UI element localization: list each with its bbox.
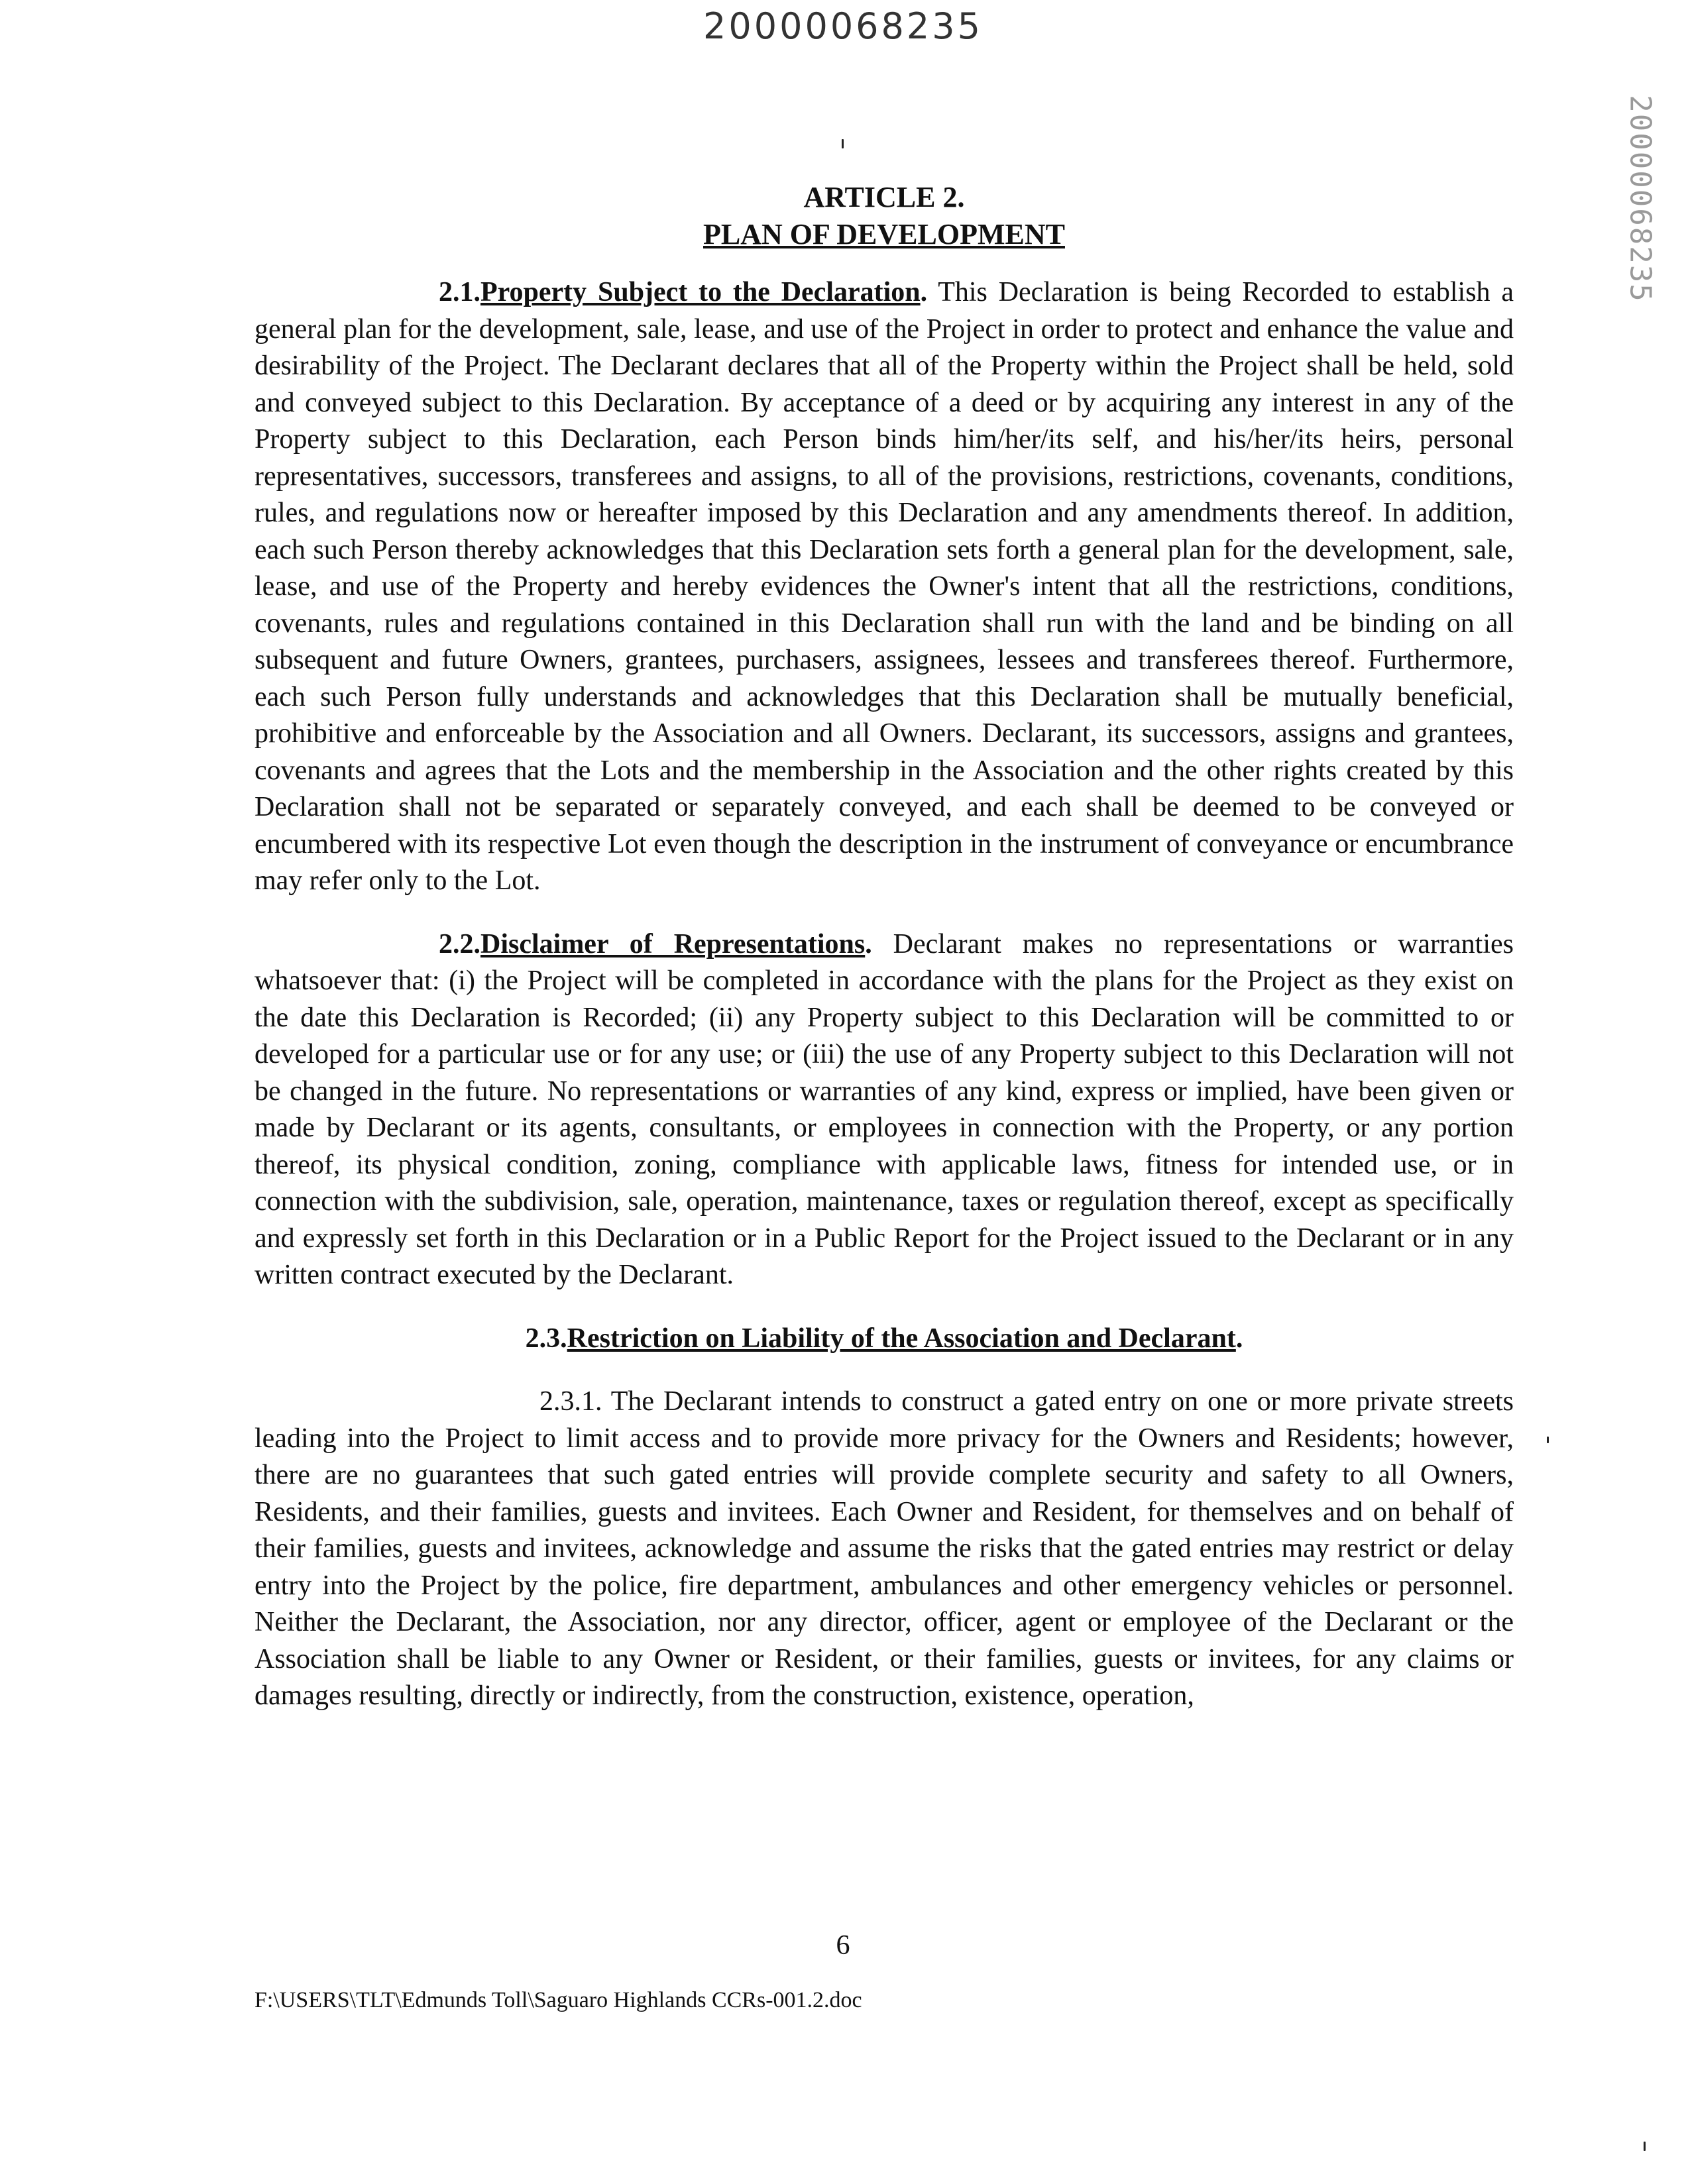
section-text: Declarant makes no representations or warranties whatsoever that: (i) the Project will be completed in accordance with the plans for the Project as they exist on the date this Declaration is Recorded; (ii) any Property subject to this Declaration will be committed to or developed for a particular use or for any use; or (iii) the use of any Property subject to this Declaration will not be changed in the future. No representations or warranties of any kind, express or implied, have been given or made by Declarant or its agents, consultants, or employees in connection with the Property, or any portion thereof, its physical condition, zoning, compliance with applicable laws, fitness for intended use, or in connection with the subdivision, sale, operation, maintenance, taxes or regulation thereof, except as specifically and expressly set forth in this Declaration or in a Public Report for the Project issued to the Declarant or in any written contract executed by the Declarant. [254, 928, 1514, 1290]
recording-number: 20000068235 [703, 5, 983, 47]
section-title-period: . [920, 277, 928, 307]
section-2-3 [254, 1321, 1514, 1358]
article-number: ARTICLE 2. [803, 181, 965, 213]
section-title: Disclaimer of Representations [480, 928, 866, 959]
scan-speck [1644, 2142, 1646, 2151]
subsection-text: The Declarant intends to construct a gated entry on one or more private streets leading into the Project to limit access and to provide more privacy for the Owners and Residents; however, there are no guarantees that such gated entries will provide complete security and safety to all Owners, Residents, and their families, guests and invitees. Each Owner and Resident, for themselves and on behalf of their families, guests and invitees, acknowledge and assume the risks that the gated entries may restrict or delay entry into the Project by the police, fire department, ambulances and other emergency vehicles or personnel. Neither the Declarant, the Association, nor any director, officer, agent or employee of the Declarant or the Association shall be liable to any Owner or Resident, or their families, guests or invitees, for any claims or damages resulting, directly or indirectly, from the construction, existence, operation, [254, 1386, 1514, 1711]
side-stamp-text: 20000068235 [1623, 95, 1658, 303]
section-title: Property Subject to the Declaration [480, 277, 921, 307]
section-number: 2.2. [439, 928, 480, 959]
article-title: PLAN OF DEVELOPMENT [703, 218, 1065, 250]
subsection-number: 2.3.1. [539, 1386, 602, 1417]
section-2-3-1 [254, 1384, 1514, 1715]
scan-speck [1547, 1437, 1549, 1443]
scan-speck [842, 139, 844, 148]
section-number: 2.3. [525, 1323, 567, 1354]
side-stamp [1610, 93, 1670, 305]
section-title-period: . [1235, 1323, 1243, 1354]
section-number: 2.1. [439, 277, 480, 307]
article-heading [254, 179, 1514, 253]
section-2-2 [254, 926, 1514, 1294]
section-title-period: . [865, 928, 872, 959]
file-path: F:\USERS\TLT\Edmunds Toll\Saguaro Highlands CCRs-001.2.doc [254, 1988, 862, 2012]
section-2-1 [254, 274, 1514, 900]
page-number: 6 [836, 1930, 850, 1961]
document-body [254, 179, 1514, 1741]
section-title: Restriction on Liability of the Association and Declarant [567, 1323, 1236, 1354]
section-text: This Declaration is being Recorded to establish a general plan for the development, sale, lease, and use of the Project in order to protect and enhance the value and desirability of the Project. The Declarant declares that all of the Property within the Project shall be held, sold and conveyed subject to this Declaration. By acceptance of a deed or by acquiring any interest in any of the Property subject to this Declaration, each Person binds him/her/its self, and his/her/its heirs, personal representatives, successors, transferees and assigns, to all of the provisions, restrictions, covenants, conditions, rules, and regulations now or hereafter imposed by this Declaration and any amendments thereof. In addition, each such Person thereby acknowledges that this Declaration sets forth a general plan for the development, sale, lease, and use of the Property and hereby evidences the Owner's intent that all the restrictions, conditions, covenants, rules and regulations contained in this Declaration shall run with the land and be binding on all subsequent and future Owners, grantees, purchasers, assignees, lessees and transferees thereof. Furthermore, each such Person fully understands and acknowledges that this Declaration shall be mutually beneficial, prohibitive and enforceable by the Association and all Owners. Declarant, its successors, assigns and grantees, covenants and agrees that the Lots and the membership in the Association and the other rights created by this Declaration shall not be separated or separately conveyed, and each shall be deemed to be conveyed or encumbered with its respective Lot even though the description in the instrument of conveyance or encumbrance may refer only to the Lot. [254, 277, 1514, 896]
